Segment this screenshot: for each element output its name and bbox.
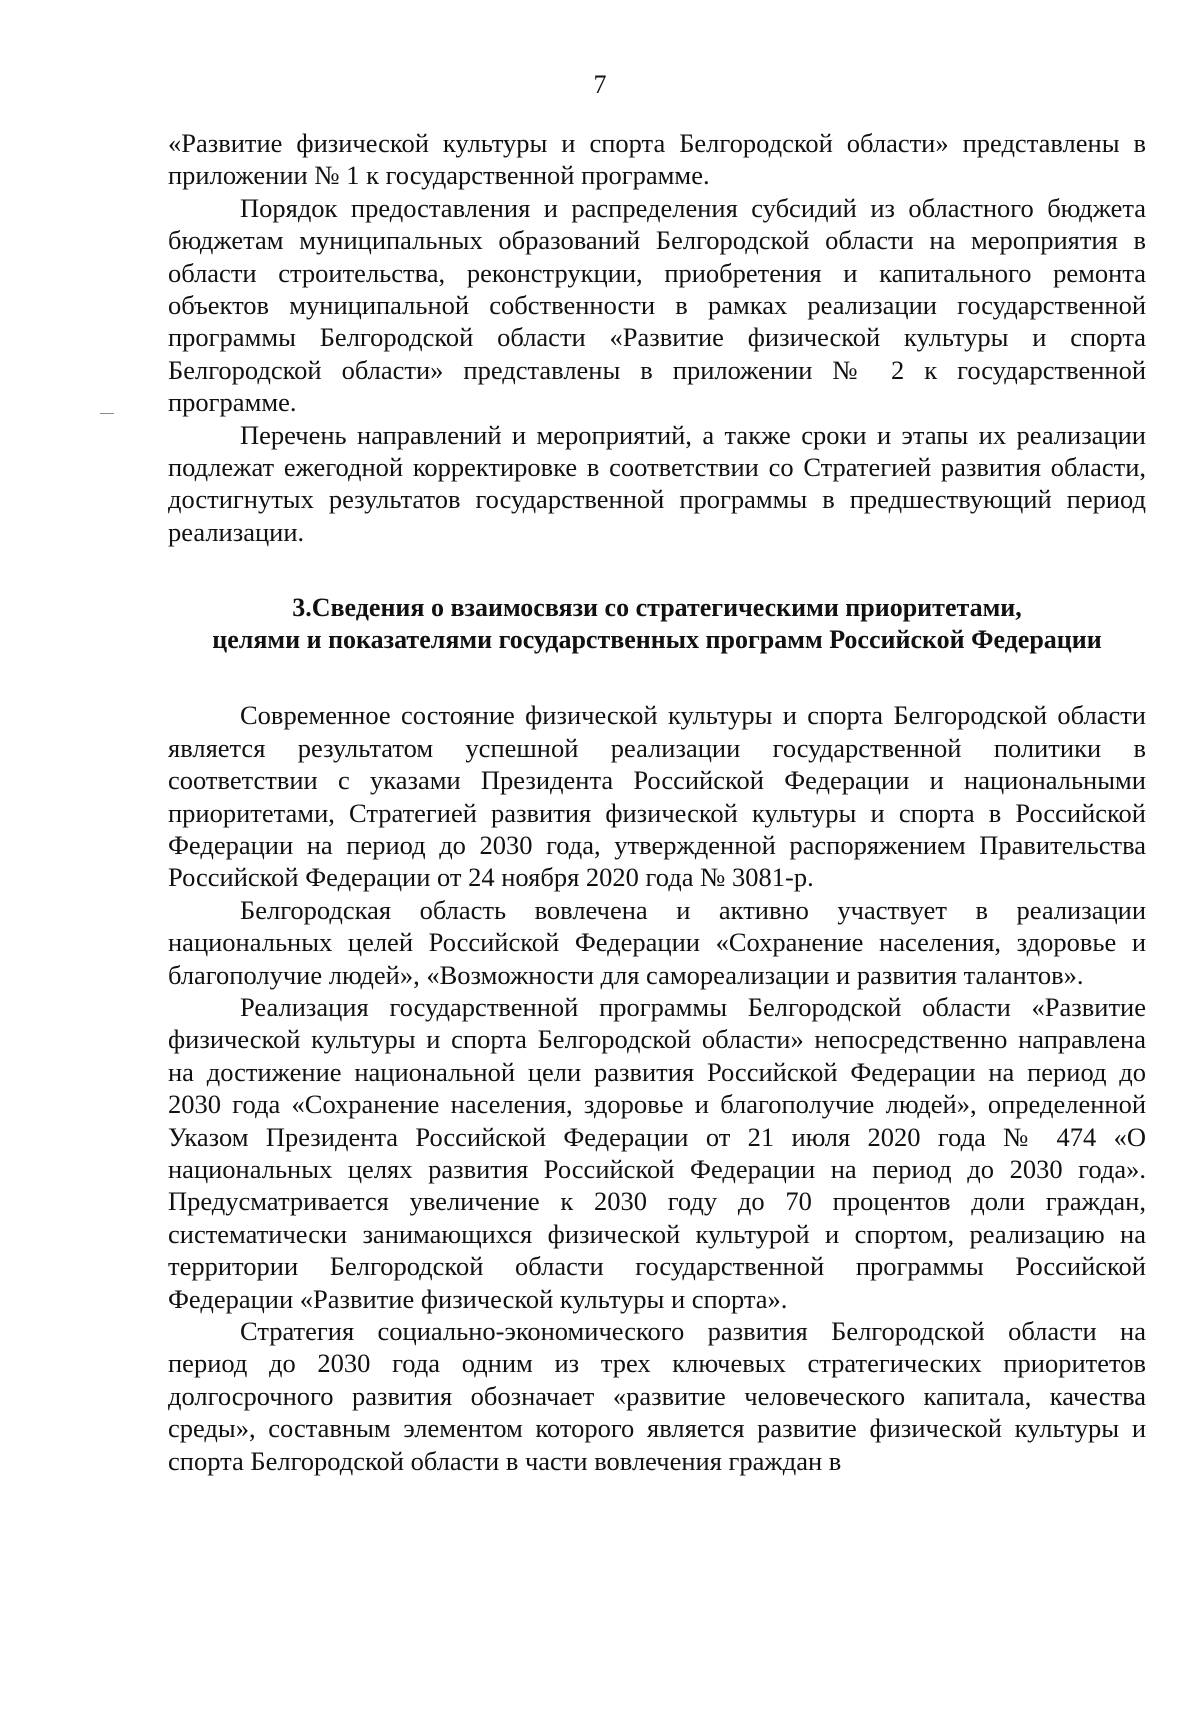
paragraph-3: Перечень направлений и мероприятий, а также сроки и этапы их реализации подлежат ежегодной корректировке в соответствии со Стратегией развития области, достигнутых результатов государственной программы в предшествующий период реализации.	[168, 419, 1146, 547]
paragraph-6: Реализация государственной программы Белгородской области «Развитие физической культуры и спорта Белгородской области» непосредственно направлена на достижение национальной цели развития Российской Федерации на период до 2030 года «Сохранение населения, здоровье и благополучие людей», определенной Указом Президента Российской Федерации от 21 июля 2020 года № 474 «О национальных целях развития Российской Федерации на период до 2030 года». Предусматривается увеличение к 2030 году до 70 процентов доли граждан, систематически занимающихся физической культурой и спортом, реализацию на территории Белгородской области государственной программы Российской Федерации «Развитие физической культуры и спорта».	[168, 991, 1146, 1314]
paragraph-5: Белгородская область вовлечена и активно участвует в реализации национальных целей Российской Федерации «Сохранение населения, здоровье и благополучие людей», «Возможности для самореализации и развития талантов».	[168, 894, 1146, 990]
section-heading-line-2: целями и показателями государственных программ Российской Федерации	[212, 625, 1102, 655]
section-heading	[168, 592, 1146, 656]
document-body	[168, 127, 1146, 1477]
margin-scan-mark	[100, 413, 114, 414]
page-number: 7	[593, 70, 607, 99]
spacer	[168, 656, 1146, 699]
paragraph-4: Современное состояние физической культуры и спорта Белгородской области является результатом успешной реализации государственной политики в соответствии с указами Президента Российской Федерации и национальными приоритетами, Стратегией развития физической культуры и спорта в Российской Федерации на период до 2030 года, утвержденной распоряжением Правительства Российской Федерации от 24 ноября 2020 года № 3081-р.	[168, 700, 1146, 893]
paragraph-1: «Развитие физической культуры и спорта Белгородской области» представлены в приложении № 1 к государственной программе.	[168, 128, 1146, 191]
paragraph-2: Порядок предоставления и распределения субсидий из областного бюджета бюджетам муниципальных образований Белгородской области на мероприятия в области строительства, реконструкции, приобретения и капитального ремонта объектов муниципальной собственности в рамках реализации государственной программы Белгородской области «Развитие физической культуры и спорта Белгородской области» представлены в приложении № 2 к государственной программе.	[168, 192, 1146, 418]
paragraph-7: Стратегия социально-экономического развития Белгородской области на период до 2030 года одним из трех ключевых стратегических приоритетов долгосрочного развития обозначает «развитие человеческого капитала, качества среды», составным элементом которого является развитие физической культуры и спорта Белгородской области в части вовлечения граждан в	[168, 1316, 1146, 1476]
section-heading-line-1: 3.Сведения о взаимосвязи со стратегическими приоритетами,	[292, 593, 1022, 623]
